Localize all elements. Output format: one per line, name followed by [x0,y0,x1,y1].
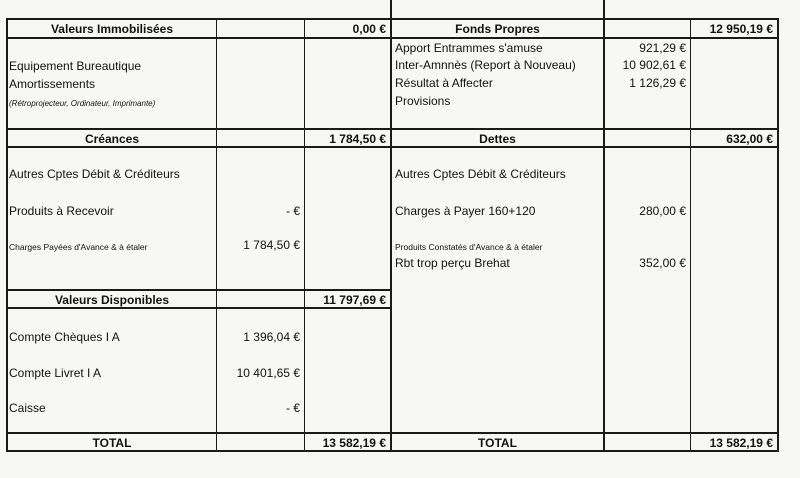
fixed-asset-item: Equipement Bureautique [9,59,142,73]
cash-label: Caisse [9,401,46,415]
grid-line [390,432,779,434]
debt-label: Produits Constatés d'Avance & à étaler [395,242,543,252]
receivable-value: 1 784,50 € [243,238,300,252]
debt-value: 280,00 € [639,204,686,218]
receivable-label: Charges Payées d'Avance & à étaler [9,242,148,252]
cash-header: Valeurs Disponibles [54,293,170,307]
grid-line [6,18,8,450]
grid-line [690,18,691,450]
grid-line [6,432,392,434]
debts-total: 632,00 € [726,132,773,146]
debt-value: 352,00 € [639,256,686,270]
receivables-total: 1 784,50 € [329,132,386,146]
grid-line [216,18,217,450]
receivable-label: Autres Cptes Débit & Créditeurs [9,167,180,181]
debts-header: Dettes [479,132,516,146]
grid-line [390,18,392,450]
fixed-asset-item: Amortissements [9,77,96,91]
grid-line [6,18,392,20]
fixed-assets-total: 0,00 € [352,22,386,36]
equity-label: Apport Entrammes s'amuse [395,41,543,55]
debt-label: Rbt trop perçu Brehat [395,256,510,270]
fixed-asset-note: (Rétroprojecteur, Ordinateur, Imprimante) [9,99,156,108]
grid-line [6,37,392,39]
assets-total-label: TOTAL [92,436,132,450]
grid-line [6,289,392,291]
debt-label: Autres Cptes Débit & Créditeurs [395,167,566,181]
grid-line [390,18,779,20]
cash-value: - € [285,401,300,415]
assets-total-value: 13 582,19 € [322,436,386,450]
grid-line [390,128,779,130]
debt-label: Charges à Payer 160+120 [395,204,536,218]
liabilities-total-label: TOTAL [478,436,517,450]
receivable-value: - € [285,204,300,218]
grid-line [6,128,392,130]
grid-line [390,146,779,148]
grid-line [304,18,305,450]
grid-line [390,37,779,39]
grid-line [390,0,392,18]
equity-label: Provisions [395,94,451,108]
equity-label: Résultat à Affecter [395,76,493,90]
receivable-label: Produits à Recevoir [9,204,114,218]
cash-total: 11 797,69 € [323,293,386,307]
grid-line [603,0,605,18]
liabilities-total-value: 13 582,19 € [709,436,773,450]
grid-line [6,307,392,309]
equity-value: 10 902,61 € [622,58,686,72]
cash-label: Compte Livret I A [9,366,102,380]
equity-total: 12 950,19 € [709,22,773,36]
equity-header: Fonds Propres [455,22,540,36]
grid-line [777,18,779,450]
equity-value: 921,29 € [639,41,686,55]
equity-value: 1 126,29 € [629,76,686,90]
receivables-header: Créances [84,132,140,146]
grid-line [6,450,392,452]
cash-value: 10 401,65 € [236,366,300,380]
equity-label: Inter-Amnnès (Report à Nouveau) [395,58,576,72]
fixed-assets-header: Valeurs Immobilisées [50,22,174,36]
grid-line [6,146,392,148]
cash-value: 1 396,04 € [243,330,300,344]
cash-label: Compte Chèques I A [9,330,120,344]
grid-line [390,450,779,452]
